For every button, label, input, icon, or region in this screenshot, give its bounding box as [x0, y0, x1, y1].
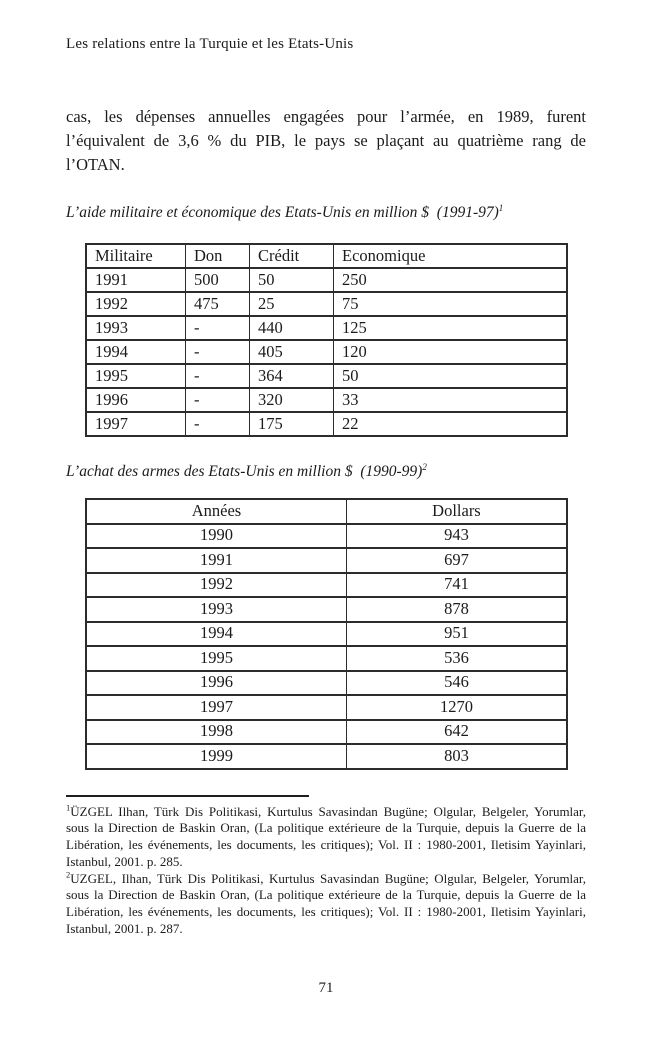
table-cell: 803: [346, 744, 567, 769]
table-cell: 943: [346, 524, 567, 549]
table-cell: -: [186, 316, 250, 340]
footnotes-section: [66, 795, 586, 938]
table-cell: 175: [250, 412, 334, 436]
footnote-2-text: UZGEL, Ilhan, Türk Dis Politikasi, Kurtulus Savasindan Bugüne; Olgular, Belgeler, Yorumlar, sous la Direction de Baskin Oran, (La politique extérieure de la Turquie, depuis la Guerre de la Libération, les événements, les documents, les critiques); Vol. II : 1980-2001, Iletisim Yayinlari, Istanbul, 2001. p. 287.: [66, 870, 586, 937]
table-cell: 440: [250, 316, 334, 340]
table-cell: 250: [334, 268, 568, 292]
table-row: [86, 316, 567, 340]
footnote-2: [66, 871, 586, 938]
table-cell: 120: [334, 340, 568, 364]
table-cell: 1999: [86, 744, 346, 769]
table-cell: 951: [346, 622, 567, 647]
table-cell: 1270: [346, 695, 567, 720]
column-header: Dollars: [346, 499, 567, 524]
table-cell: 1994: [86, 340, 186, 364]
table-cell: 50: [334, 364, 568, 388]
table-cell: 25: [250, 292, 334, 316]
footnote-ref-1: 1: [498, 202, 504, 213]
footnote-1: [66, 804, 586, 871]
table-row: [86, 695, 567, 720]
table-cell: 1996: [86, 388, 186, 412]
table-cell: 1997: [86, 695, 346, 720]
table-cell: 500: [186, 268, 250, 292]
table-cell: 1992: [86, 573, 346, 598]
table-header-row: [86, 499, 567, 524]
table-cell: 75: [334, 292, 568, 316]
table-cell: 546: [346, 671, 567, 696]
footnote-1-marker: 1: [66, 802, 71, 813]
table-row: [86, 573, 567, 598]
page-number: 71: [318, 980, 334, 996]
table-cell: 642: [346, 720, 567, 745]
footnote-ref-2: 2: [422, 461, 427, 472]
table-header-row: [86, 244, 567, 268]
table2-title: [66, 463, 586, 481]
footnote-separator: [66, 795, 309, 797]
table-cell: -: [186, 388, 250, 412]
table-cell: 1996: [86, 671, 346, 696]
table-row: [86, 364, 567, 388]
table-cell: 320: [250, 388, 334, 412]
table-row: [86, 720, 567, 745]
table-cell: 1997: [86, 412, 186, 436]
table-cell: 536: [346, 646, 567, 671]
table-row: [86, 597, 567, 622]
footnote-2-marker: 2: [66, 869, 71, 880]
table-cell: 1991: [86, 268, 186, 292]
table-row: [86, 671, 567, 696]
table-cell: 1990: [86, 524, 346, 549]
table-cell: 1991: [86, 548, 346, 573]
column-header: Economique: [334, 244, 568, 268]
table-cell: 1995: [86, 646, 346, 671]
table-cell: 364: [250, 364, 334, 388]
column-header: Crédit: [250, 244, 334, 268]
table-cell: -: [186, 364, 250, 388]
table-cell: -: [186, 340, 250, 364]
column-header: Militaire: [86, 244, 186, 268]
table2-title-text: L’achat des armes des Etats-Unis en million $ (1990-99): [66, 463, 423, 480]
table-cell: 1992: [86, 292, 186, 316]
table-row: [86, 646, 567, 671]
table-cell: -: [186, 412, 250, 436]
table-cell: 1994: [86, 622, 346, 647]
table-cell: 1993: [86, 597, 346, 622]
footnote-1-text: ÜZGEL Ilhan, Türk Dis Politikasi, Kurtulus Savasindan Bugüne; Olgular, Belgeler, Yorumlar, sous la Direction de Baskin Oran, (La politique extérieure de la Turquie, depuis la Guerre de la Libération, les événements, les documents, les critiques); Vol. II : 1980-2001, Iletisim Yayinlari, Istanbul, 2001. p. 285.: [66, 803, 586, 869]
table-cell: 33: [334, 388, 568, 412]
arms-purchase-table: [85, 498, 568, 770]
table-row: [86, 292, 567, 316]
table-cell: 1993: [86, 316, 186, 340]
table-row: [86, 548, 567, 573]
column-header: Années: [86, 499, 346, 524]
table-cell: 1995: [86, 364, 186, 388]
table-row: [86, 744, 567, 769]
table-cell: 697: [346, 548, 567, 573]
table-cell: 475: [186, 292, 250, 316]
military-economic-aid-table: [85, 243, 568, 437]
running-header: Les relations entre la Turquie et les Etats-Unis: [66, 36, 354, 52]
table-cell: 405: [250, 340, 334, 364]
table1-title-text: L’aide militaire et économique des Etats-Unis en million $ (1991-97): [66, 204, 499, 221]
table-cell: 125: [334, 316, 568, 340]
table-cell: 878: [346, 597, 567, 622]
table-row: [86, 412, 567, 436]
table-cell: 22: [334, 412, 568, 436]
table-cell: 50: [250, 268, 334, 292]
table-cell: 1998: [86, 720, 346, 745]
table-row: [86, 622, 567, 647]
table-row: [86, 340, 567, 364]
table-row: [86, 268, 567, 292]
table-row: [86, 524, 567, 549]
column-header: Don: [186, 244, 250, 268]
table1-title: [66, 204, 586, 222]
body-paragraph: cas, les dépenses annuelles engagées pour l’armée, en 1989, furent l’équivalent de 3,6 % du PIB, le pays se plaçant au quatrième rang de l’OTAN.: [66, 107, 586, 174]
table-cell: 741: [346, 573, 567, 598]
table-row: [86, 388, 567, 412]
